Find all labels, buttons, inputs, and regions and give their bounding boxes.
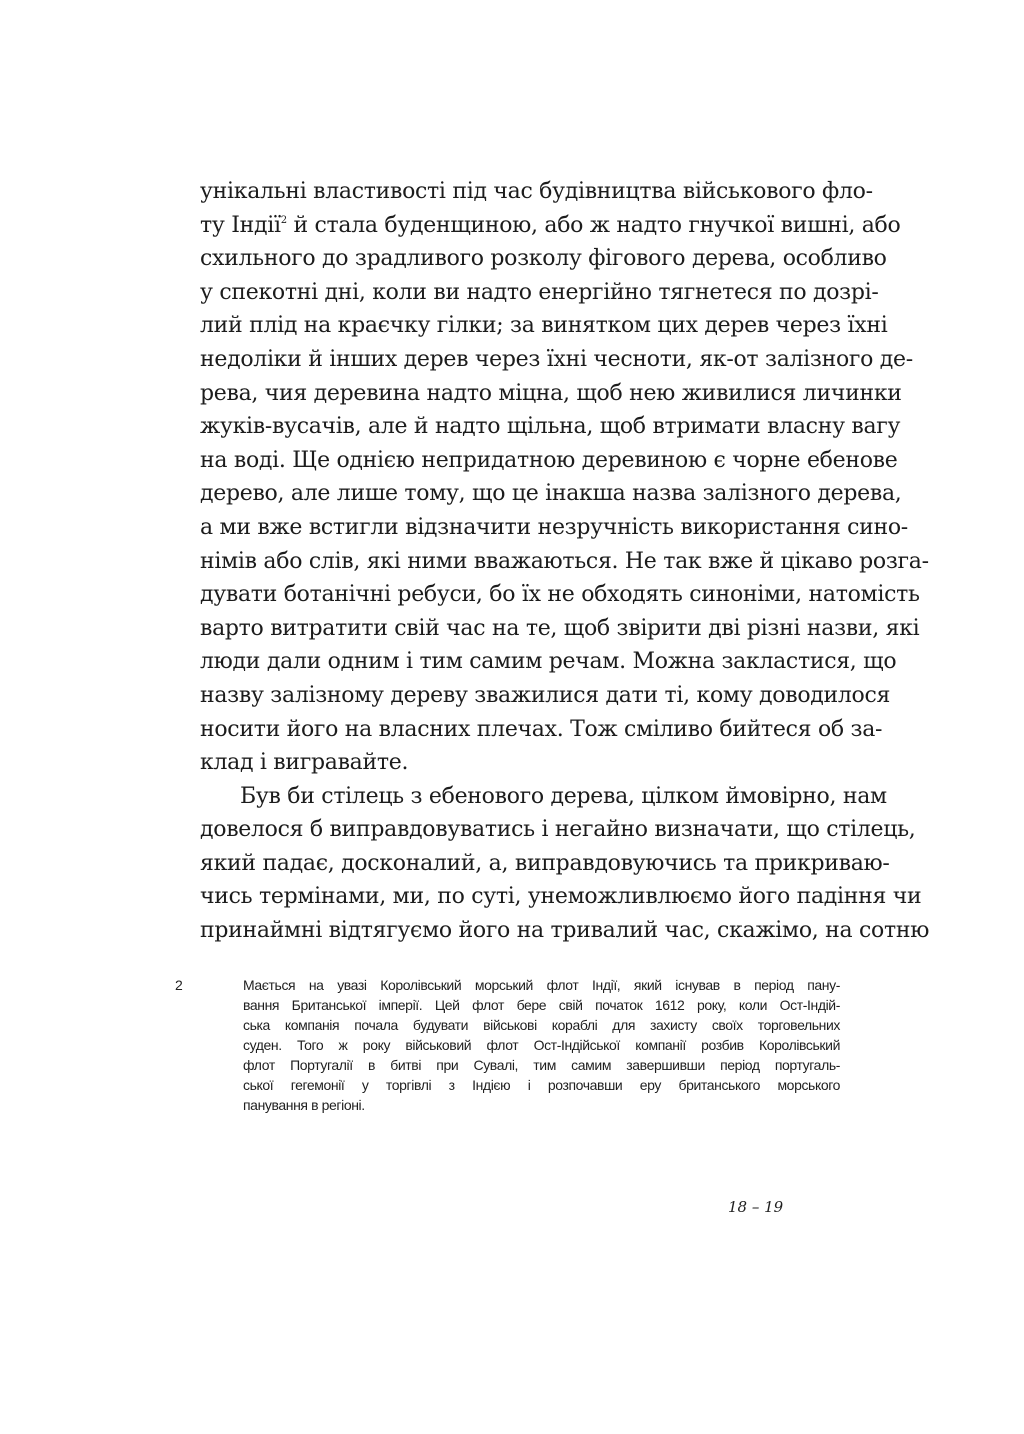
text-line: дувати ботанічні ребуси, бо їх не обходять синоніми, натомість: [200, 582, 920, 608]
text-line: схильного до зрадливого розколу фігового дерева, особливо: [200, 246, 887, 272]
text-line: чись термінами, ми, по суті, унеможливлюємо його падіння чи: [200, 884, 922, 910]
text-line: [200, 209, 901, 243]
text-line: у спекотні дні, коли ви надто енергійно тягнетеся по дозрі-: [200, 279, 879, 305]
footnote-reference[interactable]: 2: [280, 214, 287, 226]
text-fragment: й стала буденщиною, або ж надто гнучкої вишні, або: [293, 212, 901, 238]
text-line: назву залізному дереву зважилися дати ті, кому доводилося: [200, 682, 891, 708]
text-line: варто витратити свій час на те, щоб звірити дві різні назви, які: [200, 615, 920, 641]
text-line: довелося б виправдовуватись і негайно визначати, що стілець,: [200, 817, 916, 843]
page-number: 18 – 19: [728, 1198, 784, 1216]
text-line: жуків-вусачів, але й надто щільна, щоб втримати власну вагу: [200, 414, 901, 440]
footnote-line: ської гегемонії у торгівлі з Індією і розпочавши еру британського морського: [243, 1077, 840, 1093]
text-line: на воді. Ще однією непридатною деревиною є чорне ебенове: [200, 447, 898, 473]
text-line: дерево, але лише тому, що це інакша назва залізного дерева,: [200, 481, 902, 507]
text-fragment: ту Індії: [200, 212, 281, 238]
text-line: Був би стілець з ебенового дерева, цілком ймовірно, нам: [240, 783, 887, 809]
text-line: люди дали одним і тим самим речам. Можна закластися, що: [200, 649, 897, 675]
text-line: рева, чия деревина надто міцна, щоб нею живилися личинки: [200, 380, 902, 406]
text-line: носити його на власних плечах. Тож сміливо бийтеся об за-: [200, 716, 883, 742]
text-line: німів або слів, які ними вважаються. Не так вже й цікаво розга-: [200, 548, 929, 574]
text-line: який падає, досконалий, а, виправдовуючись та прикриваю-: [200, 850, 890, 876]
footnote-line: Мається на увазі Королівський морський флот Індії, який існував в період пану-: [243, 977, 840, 993]
text-line: принаймні відтягуємо його на тривалий час, скажімо, на сотню: [200, 918, 930, 944]
main-text: [200, 175, 930, 948]
text-line: унікальні властивості під час будівництва військового фло-: [200, 179, 873, 204]
text-line: недоліки й інших дерев через їхні чесноти, як-от залізного де-: [200, 346, 913, 372]
text-line: а ми вже встигли відзначити незручність використання сино-: [200, 514, 908, 540]
text-line: лий плід на краєчку гілки; за винятком цих дерев через їхні: [200, 313, 888, 339]
footnote-line: вання Британської імперії. Цей флот бере свій початок 1612 року, коли Ост-Індій-: [243, 997, 840, 1013]
footnote-line: ська компанія почала будувати військові кораблі для захисту своїх торговельних: [243, 1017, 840, 1033]
footnote-number: 2: [175, 977, 183, 993]
footnote-line: флот Португалії в битві при Сувалі, тим самим завершивши період португаль-: [243, 1057, 840, 1073]
footnote-line: панування в регіоні.: [243, 1097, 365, 1113]
footnote-text: [243, 975, 840, 1115]
footnote-line: суден. Того ж року військовий флот Ост-Індійської компанії розбив Королівський: [243, 1037, 840, 1053]
text-line: клад і вигравайте.: [200, 750, 409, 776]
